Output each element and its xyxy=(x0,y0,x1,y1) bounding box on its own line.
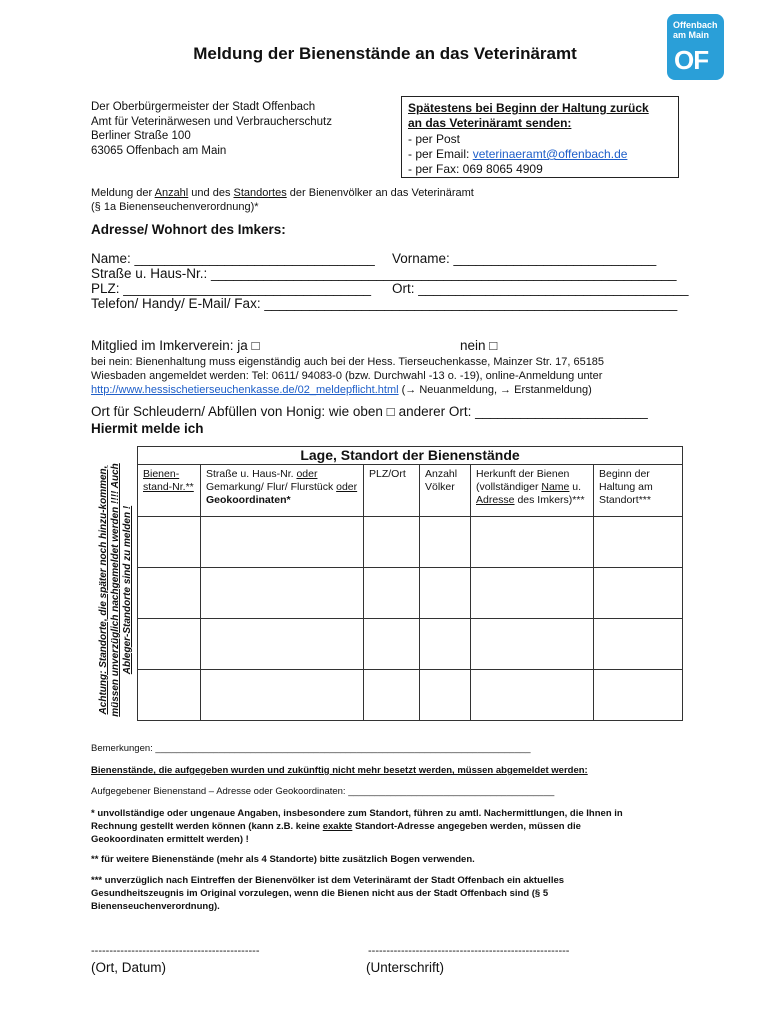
table-row xyxy=(138,670,683,721)
footnote-2: ** für weitere Bienenstände (mehr als 4 Standorte) bitte zusätzlich Bogen verwenden. xyxy=(91,854,475,865)
table-caption: Lage, Standort der Bienenstände xyxy=(138,447,683,465)
footnote-1: * unvollständige oder ungenaue Angaben, insbesondere zum Standort, führen zu amtl. Nachermittlungen, die Ihnen in Rechnung gestellt werden können (kann z.B. keine exakte Standort-Adresse angegeben werden, müssen die Geokoordinaten ermittelt werden) ! xyxy=(91,808,623,845)
col-header-strasse: Straße u. Haus-Nr. oder Gemarkung/ Flur/ Flurstück oder Geokoordinaten* xyxy=(201,465,364,517)
col-header-nr: Bienen-stand-Nr.** xyxy=(138,465,201,517)
return-email: - per Email: veterinaeramt@offenbach.de xyxy=(408,147,628,161)
signature-line-left[interactable]: ---------------------------------------------- xyxy=(91,945,260,957)
logo-line2: am Main xyxy=(673,30,710,40)
standorte-table xyxy=(137,446,683,721)
ort-field[interactable]: Ort: ____________________________________ xyxy=(392,281,689,296)
vorname-field[interactable]: Vorname: ___________________________ xyxy=(392,251,657,266)
side-warning-note: Achtung: Standorte, die später noch hinzu-kommen, müssen unverzüglich nachgemeldet werden !!!! Auch Ableger-Standorte sind zu melden ! xyxy=(98,463,133,717)
table-row xyxy=(138,568,683,619)
address-line: 63065 Offenbach am Main xyxy=(91,144,227,157)
membership-nein-checkbox[interactable]: nein □ xyxy=(460,338,498,353)
return-instructions-box xyxy=(401,96,679,178)
strasse-field[interactable]: Straße u. Haus-Nr.: ______________________________________________________________ xyxy=(91,266,677,281)
signature-line-right[interactable]: ------------------------------------------------------- xyxy=(368,945,570,957)
hiermit-label: Hiermit melde ich xyxy=(91,421,204,436)
return-post: - per Post xyxy=(408,132,461,146)
ort-datum-label: (Ort, Datum) xyxy=(91,960,167,975)
office-address xyxy=(91,100,332,158)
unterschrift-label: (Unterschrift) xyxy=(366,960,445,975)
table-row xyxy=(138,517,683,568)
address-line: Berliner Straße 100 xyxy=(91,130,191,142)
col-header-beginn: Beginn der Haltung am Standort*** xyxy=(594,465,683,517)
return-title: Spätestens bei Beginn der Haltung zurück an das Veterinäramt senden: xyxy=(408,101,649,130)
col-header-herkunft: Herkunft der Bienen (vollständiger Name u. Adresse des Imkers)*** xyxy=(471,465,594,517)
aufgegeben-field[interactable]: Aufgegebener Bienenstand – Adresse oder Geokoordinaten: _______________________________________ xyxy=(91,786,555,797)
logo-line1: Offenbach xyxy=(673,20,718,30)
membership-ja-checkbox[interactable]: Mitglied im Imkerverein: ja □ xyxy=(91,338,260,353)
intro-text: Meldung der Anzahl und des Standortes der Bienenvölker an das Veterinäramt (§ 1a Bienenseuchenverordnung)* xyxy=(91,187,474,213)
plz-field[interactable]: PLZ: _________________________________ xyxy=(91,281,372,296)
address-line: Der Oberbürgermeister der Stadt Offenbach xyxy=(91,101,316,113)
abmeldung-heading: Bienenstände, die aufgegeben wurden und zukünftig nicht mehr besetzt werden, müssen abgemeldet werden: xyxy=(91,765,588,776)
telefon-field[interactable]: Telefon/ Handy/ E-Mail/ Fax: _______________________________________________________ xyxy=(91,296,678,311)
return-fax: - per Fax: 069 8065 4909 xyxy=(408,162,543,176)
page-title: Meldung der Bienenstände an das Veterinäramt xyxy=(193,44,577,63)
section-heading: Adresse/ Wohnort des Imkers: xyxy=(91,222,286,237)
bemerkungen-field[interactable]: Bemerkungen: _______________________________________________________________________ xyxy=(91,743,531,754)
logo-mark: OF xyxy=(674,45,709,75)
email-link[interactable]: veterinaeramt@offenbach.de xyxy=(472,147,628,161)
col-header-anzahl: Anzahl Völker xyxy=(420,465,471,517)
table-row xyxy=(138,619,683,670)
name-field[interactable]: Name: ________________________________ xyxy=(91,251,375,266)
tierseuchenkasse-link[interactable]: http://www.hessischetierseuchenkasse.de/02_meldepflicht.html xyxy=(91,384,399,396)
col-header-plz: PLZ/Ort xyxy=(364,465,420,517)
address-line: Amt für Veterinärwesen und Verbraucherschutz xyxy=(91,115,332,128)
honey-location-field[interactable]: Ort für Schleudern/ Abfüllen von Honig: wie oben □ anderer Ort: _______________________ xyxy=(91,404,648,419)
membership-note: bei nein: Bienenhaltung muss eigenständig auch bei der Hess. Tierseuchenkasse, Mainzer Str. 17, 65185 Wiesbaden angemeldet werden: Tel: 0611/ 94083-0 (bzw. Durchwahl -13 o. -19), online-Anmeldung unter http://www.hessischetierseuchenkasse.de/02_meldepflicht.html (→ Neuanmeldung, → Erstanmeldung) xyxy=(91,356,605,396)
footnote-3: *** unverzüglich nach Eintreffen der Bienenvölker ist dem Veterinäramt der Stadt Offenbach ein aktuelles Gesundheitszeugnis im Original vorzulegen, wenn die Bienen nicht aus der Stadt Offenbach sind (§ 5 Bienenseuchenverordnung). xyxy=(91,875,565,912)
